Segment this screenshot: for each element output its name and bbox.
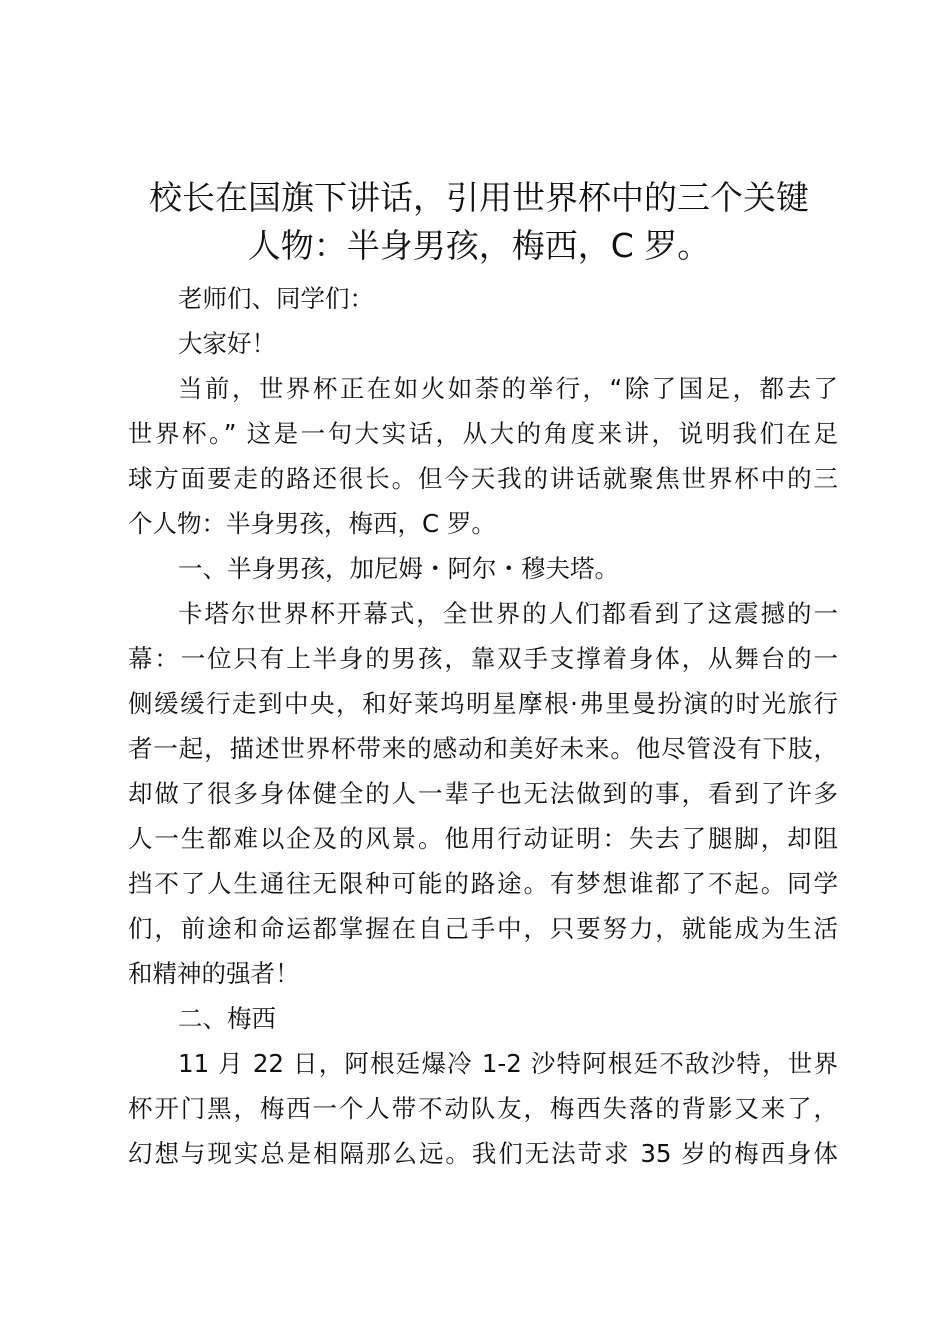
section-heading-1: 一、半身男孩，加尼姆・阿尔・穆夫塔。 bbox=[178, 554, 619, 583]
paragraph-section-1-line: 幕：一位只有上半身的男孩，靠双手支撑着身体，从舞台的一 bbox=[128, 644, 838, 673]
paragraph-intro-line: 世界杯。” 这是一句大实话，从大的角度来讲，说明我们在足 bbox=[128, 419, 838, 448]
greeting-line: 大家好！ bbox=[178, 329, 276, 358]
paragraph-section-1-line: 和精神的强者！ bbox=[128, 959, 300, 988]
paragraph-section-2-line: 幻想与现实总是相隔那么远。我们无法苛求 35 岁的梅西身体 bbox=[128, 1139, 838, 1168]
paragraph-intro-line: 球方面要走的路还很长。但今天我的讲话就聚焦世界杯中的三 bbox=[128, 464, 838, 493]
paragraph-section-1-line: 者一起，描述世界杯带来的感动和美好未来。他尽管没有下肢， bbox=[128, 734, 838, 763]
paragraph-section-1-line: 们，前途和命运都掌握在自己手中，只要努力，就能成为生活 bbox=[128, 914, 838, 943]
salutation-line: 老师们、同学们： bbox=[178, 284, 374, 313]
paragraph-intro-line: 个人物：半身男孩，梅西，C 罗。 bbox=[128, 509, 496, 538]
paragraph-section-1-line: 却做了很多身体健全的人一辈子也无法做到的事，看到了许多 bbox=[128, 779, 838, 808]
section-heading-2: 二、梅西 bbox=[178, 1004, 276, 1033]
paragraph-section-2-line: 杯开门黑，梅西一个人带不动队友，梅西失落的背影又来了， bbox=[128, 1094, 838, 1123]
paragraph-section-1-line: 人一生都难以企及的风景。他用行动证明：失去了腿脚，却阻 bbox=[128, 824, 838, 853]
document-title-line-2: 人物：半身男孩，梅西，C 罗。 bbox=[247, 226, 711, 265]
paragraph-section-1-line: 卡塔尔世界杯开幕式，全世界的人们都看到了这震撼的一 bbox=[178, 599, 838, 628]
paragraph-section-1-line: 侧缓缓行走到中央，和好莱坞明星摩根·弗里曼扮演的时光旅行 bbox=[128, 689, 838, 718]
document-title-line-1: 校长在国旗下讲话，引用世界杯中的三个关键 bbox=[149, 178, 809, 217]
paragraph-section-2-line: 11 月 22 日，阿根廷爆冷 1-2 沙特阿根廷不敌沙特，世界 bbox=[178, 1049, 838, 1078]
document-body bbox=[128, 276, 838, 1176]
paragraph-section-1-line: 挡不了人生通往无限种可能的路途。有梦想谁都了不起。同学 bbox=[128, 869, 838, 898]
paragraph-intro-line: 当前，世界杯正在如火如荼的举行，“除了国足，都去了 bbox=[178, 374, 838, 403]
